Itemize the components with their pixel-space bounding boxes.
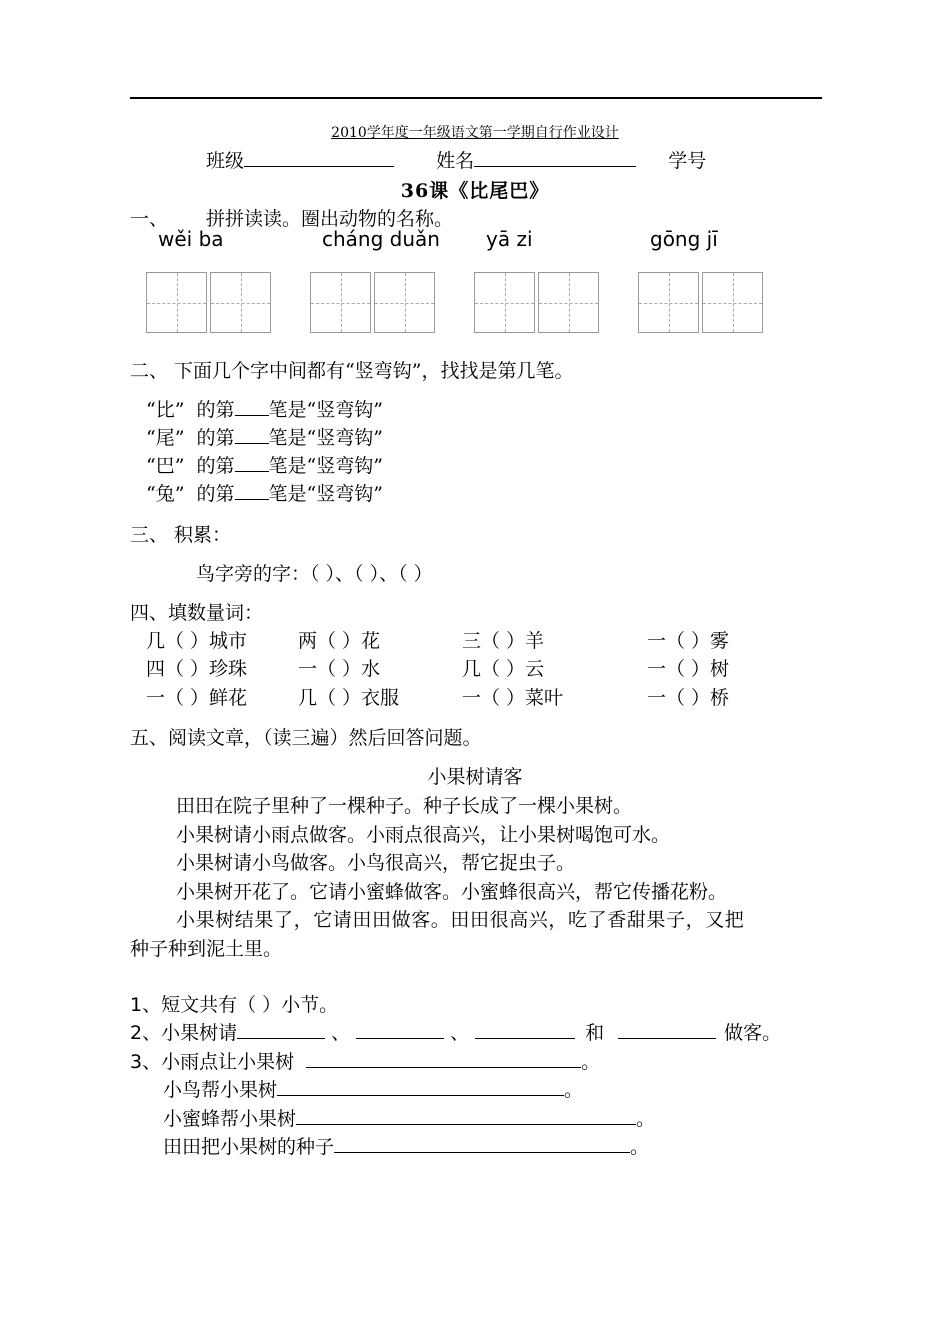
story-paragraph-continued: 种子种到泥土里。 xyxy=(130,938,283,960)
story-paragraph: 小果树开花了。它请小蜜蜂做客。小蜜蜂很高兴，帮它传播花粉。 xyxy=(176,881,728,903)
document-header: 2010学年度一年级语文第一学期自行作业设计 xyxy=(331,125,619,141)
answer-blank[interactable] xyxy=(277,1077,564,1096)
question-3c xyxy=(163,1105,655,1133)
measure-word-cell: 一（ ）菜叶 xyxy=(462,687,564,709)
answer-blank[interactable] xyxy=(334,1134,630,1153)
measure-word-cell: 一（ ）水 xyxy=(298,658,381,680)
section-2-heading: 二、 下面几个字中间都有“竖弯钩”，找找是第几笔。 xyxy=(130,360,574,382)
story-paragraph: 小果树请小雨点做客。小雨点很高兴，让小果树喝饱可水。 xyxy=(176,824,671,846)
stroke-blank[interactable] xyxy=(235,397,269,416)
answer-blank[interactable] xyxy=(296,1106,636,1125)
stroke-blank[interactable] xyxy=(235,453,269,472)
answer-blank[interactable] xyxy=(618,1020,716,1039)
writing-grid-box[interactable] xyxy=(702,272,763,333)
writing-grid-box[interactable] xyxy=(146,272,207,333)
writing-grid-box[interactable] xyxy=(374,272,435,333)
stroke-post: 笔是“竖弯钩” xyxy=(268,399,383,421)
story-paragraph: 小果树请小鸟做客。小鸟很高兴，帮它捉虫子。 xyxy=(176,852,576,874)
stroke-pre: 的第 xyxy=(196,455,235,477)
question-end: 。 xyxy=(564,1079,584,1101)
section-4-heading: 四、填数量词： xyxy=(130,602,264,624)
section-3-heading: 三、 积累： xyxy=(130,524,232,546)
measure-word-cell: 四（ ）珍珠 xyxy=(146,658,248,680)
stroke-row xyxy=(146,452,383,480)
writing-grid-box[interactable] xyxy=(210,272,271,333)
student-info-line xyxy=(206,147,706,175)
and-word: 和 xyxy=(585,1022,605,1044)
pinyin-weiba: wěi ba xyxy=(158,227,224,251)
answer-blank[interactable] xyxy=(475,1020,575,1039)
section-1-num: 一、 xyxy=(130,208,169,230)
question-text: 小鸟帮小果树 xyxy=(163,1079,278,1101)
bird-radical-line: 鸟字旁的字：（ ）、（ ）、（ ） xyxy=(196,563,433,585)
measure-word-cell: 一（ ）桥 xyxy=(647,687,730,709)
question-number: 2 xyxy=(130,1022,143,1044)
separator: 、 xyxy=(450,1022,470,1044)
stroke-pre: 的第 xyxy=(196,399,235,421)
question-text: 、小果树请 xyxy=(142,1022,238,1044)
stroke-row xyxy=(146,424,383,452)
question-text: 田田把小果树的种子 xyxy=(163,1136,335,1158)
stroke-char: “比” xyxy=(146,399,185,421)
measure-word-cell: 三（ ）羊 xyxy=(462,630,545,652)
stroke-row xyxy=(146,396,383,424)
measure-word-cell: 一（ ）鲜花 xyxy=(146,687,248,709)
stroke-blank[interactable] xyxy=(235,425,269,444)
stroke-post: 笔是“竖弯钩” xyxy=(268,427,383,449)
story-paragraph: 小果树结果了，它请田田做客。田田很高兴，吃了香甜果子，又把 xyxy=(176,909,745,931)
question-text: 、短文共有（ ）小节。 xyxy=(142,994,339,1016)
writing-grid-box[interactable] xyxy=(310,272,371,333)
answer-blank[interactable] xyxy=(237,1020,325,1039)
stroke-blank[interactable] xyxy=(235,481,269,500)
section-1-heading: 拼拼读读。圈出动物的名称。 xyxy=(206,208,454,230)
writing-grid-box[interactable] xyxy=(474,272,535,333)
stroke-char: “尾” xyxy=(146,427,185,449)
question-3 xyxy=(130,1048,600,1076)
id-label: 学号 xyxy=(668,150,707,172)
stroke-char: “巴” xyxy=(146,455,185,477)
question-number: 1 xyxy=(130,994,143,1016)
writing-grid-box[interactable] xyxy=(538,272,599,333)
name-label: 姓名 xyxy=(436,150,475,172)
story-paragraph: 田田在院子里种了一棵种子。种子长成了一棵小果树。 xyxy=(176,795,633,817)
top-rule xyxy=(130,97,822,99)
measure-word-cell: 两（ ）花 xyxy=(298,630,381,652)
stroke-post: 笔是“竖弯钩” xyxy=(268,483,383,505)
story-title: 小果树请客 xyxy=(427,766,523,788)
question-text: 小蜜蜂帮小果树 xyxy=(163,1108,297,1130)
question-number: 3 xyxy=(130,1051,143,1073)
question-3b xyxy=(163,1076,583,1104)
class-label: 班级 xyxy=(206,150,245,172)
question-end: 做客。 xyxy=(724,1022,782,1044)
measure-word-cell: 几（ ）城市 xyxy=(146,630,248,652)
writing-grid-box[interactable] xyxy=(638,272,699,333)
answer-blank[interactable] xyxy=(306,1049,581,1068)
question-end: 。 xyxy=(630,1136,650,1158)
question-3d xyxy=(163,1133,649,1161)
measure-word-cell: 几（ ）衣服 xyxy=(298,687,400,709)
stroke-pre: 的第 xyxy=(196,483,235,505)
question-end: 。 xyxy=(636,1108,656,1130)
measure-word-cell: 几（ ）云 xyxy=(462,658,545,680)
pinyin-changduan: cháng duǎn xyxy=(322,227,440,251)
pinyin-yazi: yā zi xyxy=(486,227,533,251)
stroke-row xyxy=(146,480,383,508)
name-field[interactable] xyxy=(474,148,636,167)
answer-blank[interactable] xyxy=(356,1020,444,1039)
question-2 xyxy=(130,1019,781,1047)
question-text: 、小雨点让小果树 xyxy=(142,1051,295,1073)
question-1 xyxy=(130,991,338,1019)
measure-word-cell: 一（ ）树 xyxy=(647,658,730,680)
question-end: 。 xyxy=(581,1051,601,1073)
stroke-post: 笔是“竖弯钩” xyxy=(268,455,383,477)
class-field[interactable] xyxy=(244,148,394,167)
separator: 、 xyxy=(331,1022,351,1044)
measure-word-cell: 一（ ）雾 xyxy=(647,630,730,652)
stroke-char: “兔” xyxy=(146,483,185,505)
lesson-title: 36课《比尾巴》 xyxy=(400,180,550,202)
pinyin-gongji: gōng jī xyxy=(650,227,718,251)
section-5-heading: 五、阅读文章，（读三遍）然后回答问题。 xyxy=(130,727,482,749)
stroke-pre: 的第 xyxy=(196,427,235,449)
